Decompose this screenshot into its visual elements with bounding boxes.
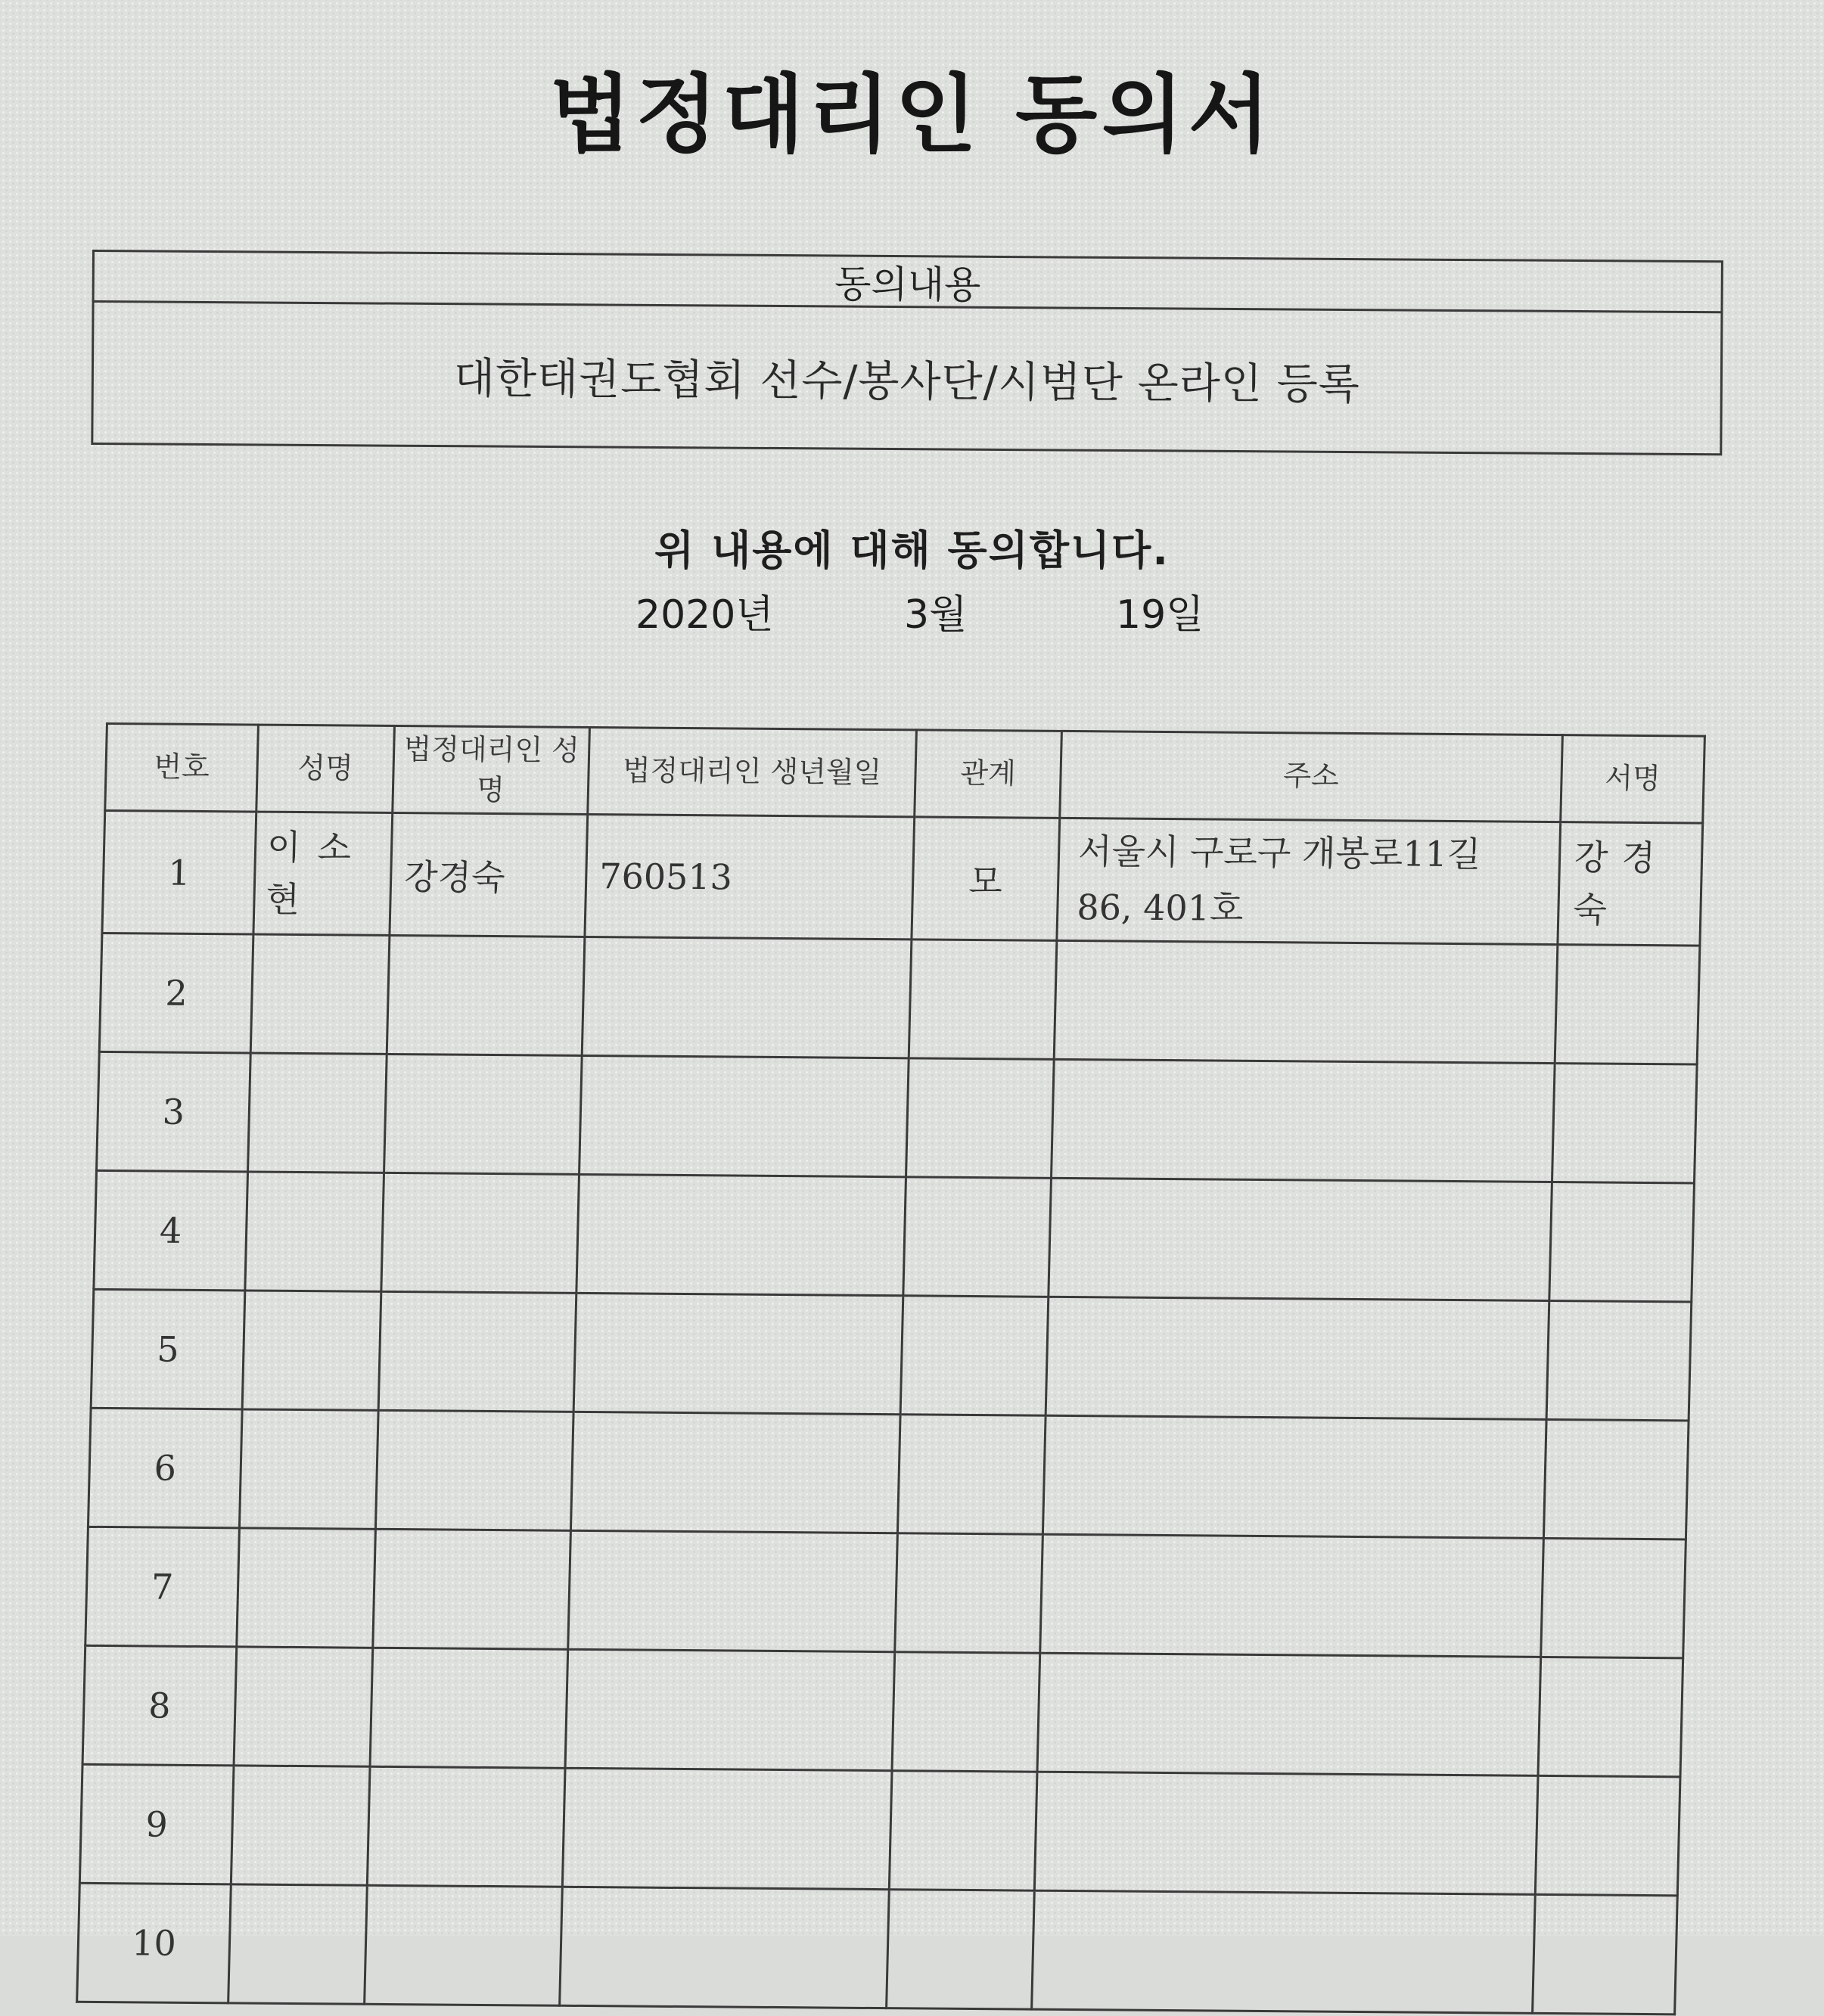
table-row	[99, 933, 1700, 1065]
row-guardian-birth	[580, 1056, 909, 1177]
row-relation	[909, 940, 1057, 1059]
consent-body: 대한태권도협회 선수/봉사단/시범단 온라인 등록	[453, 353, 1361, 409]
row-number: 5	[91, 1290, 245, 1410]
row-guardian-birth	[568, 1531, 898, 1652]
row-number: 2	[99, 933, 253, 1054]
table-row	[102, 810, 1703, 946]
row-guardian-name	[367, 1766, 565, 1887]
row-guardian-birth	[576, 1175, 906, 1296]
row-signature	[1538, 1657, 1683, 1777]
header-number: 번호	[105, 724, 259, 812]
row-signature: 강경숙	[1558, 822, 1703, 946]
row-name	[237, 1528, 376, 1648]
header-name: 성명	[256, 725, 395, 812]
guardian-table-wrapper	[76, 722, 1704, 2016]
header-relation: 관계	[915, 730, 1062, 818]
row-relation	[897, 1415, 1046, 1534]
row-guardian-birth	[582, 937, 912, 1058]
row-address	[1049, 1179, 1552, 1301]
row-address	[1054, 941, 1558, 1064]
row-number: 4	[94, 1171, 248, 1291]
row-guardian-birth: 760513	[585, 815, 915, 940]
row-guardian-birth	[562, 1768, 892, 1889]
row-number: 10	[77, 1883, 231, 2003]
row-guardian-birth	[560, 1887, 890, 2008]
row-name	[248, 1053, 387, 1173]
row-name	[228, 1884, 368, 2004]
row-number: 9	[79, 1764, 234, 1884]
row-name	[245, 1172, 384, 1291]
table-row	[88, 1409, 1689, 1540]
header-address: 주소	[1060, 731, 1563, 822]
row-address	[1032, 1890, 1536, 2013]
row-name	[242, 1291, 381, 1410]
row-guardian-birth	[570, 1412, 900, 1533]
agreement-statement: 위 내용에 대해 동의합니다.	[654, 527, 1170, 574]
row-guardian-birth	[565, 1650, 895, 1771]
row-guardian-name: 강경숙	[390, 812, 588, 937]
row-guardian-name	[384, 1055, 583, 1175]
table-row	[91, 1290, 1692, 1421]
row-guardian-name	[370, 1648, 568, 1768]
consent-header: 동의내용	[95, 252, 1721, 313]
row-name: 이소현	[253, 812, 393, 936]
row-guardian-name	[373, 1530, 571, 1650]
table-row	[94, 1171, 1695, 1303]
row-relation: 모	[912, 817, 1060, 941]
row-guardian-name	[375, 1411, 573, 1531]
row-relation	[887, 1890, 1035, 2009]
date-year: 2020년	[635, 592, 774, 638]
row-address	[1037, 1653, 1541, 1775]
row-signature	[1535, 1776, 1680, 1896]
document-title: 법정대리인 동의서	[549, 66, 1275, 164]
row-guardian-name	[365, 1885, 563, 2005]
guardian-table	[76, 722, 1706, 2016]
row-number: 3	[97, 1052, 251, 1173]
consent-box	[91, 250, 1723, 455]
row-relation	[889, 1771, 1037, 1890]
row-relation	[900, 1296, 1049, 1415]
header-guardian-birth: 법정대리인 생년월일	[588, 728, 917, 817]
table-header-row	[105, 724, 1705, 824]
row-relation	[906, 1058, 1055, 1178]
row-address	[1046, 1297, 1549, 1419]
row-guardian-name	[381, 1173, 580, 1294]
header-guardian-name: 법정대리인 성명	[393, 725, 590, 814]
row-number: 8	[82, 1646, 237, 1766]
row-name	[234, 1647, 373, 1766]
table-row	[85, 1527, 1686, 1659]
row-name	[231, 1766, 370, 1885]
row-relation	[903, 1177, 1052, 1297]
row-signature	[1541, 1539, 1686, 1658]
row-signature	[1546, 1301, 1692, 1421]
row-signature	[1533, 1895, 1678, 2014]
row-name	[250, 934, 390, 1054]
row-number: 7	[85, 1527, 240, 1648]
date-month: 3월	[904, 592, 968, 638]
row-address	[1043, 1415, 1546, 1538]
row-number: 6	[88, 1409, 242, 1529]
row-relation	[892, 1652, 1040, 1772]
row-guardian-name	[387, 936, 585, 1056]
row-address	[1051, 1060, 1555, 1182]
date-day: 19일	[1116, 592, 1204, 638]
row-name	[239, 1409, 378, 1529]
table-row	[97, 1052, 1698, 1184]
row-address	[1034, 1772, 1538, 1894]
row-number: 1	[102, 810, 256, 934]
table-row	[79, 1764, 1680, 1896]
row-address: 서울시 구로구 개봉로11길 86, 401호	[1057, 818, 1561, 944]
row-signature	[1552, 1064, 1697, 1183]
table-row	[77, 1883, 1678, 2014]
header-signature: 서명	[1561, 735, 1705, 823]
table-row	[82, 1646, 1683, 1778]
row-address	[1040, 1534, 1544, 1657]
row-guardian-birth	[573, 1294, 903, 1415]
row-signature	[1549, 1182, 1695, 1302]
row-signature	[1543, 1420, 1689, 1539]
row-guardian-name	[378, 1292, 576, 1412]
row-relation	[895, 1533, 1043, 1653]
row-signature	[1555, 945, 1700, 1064]
